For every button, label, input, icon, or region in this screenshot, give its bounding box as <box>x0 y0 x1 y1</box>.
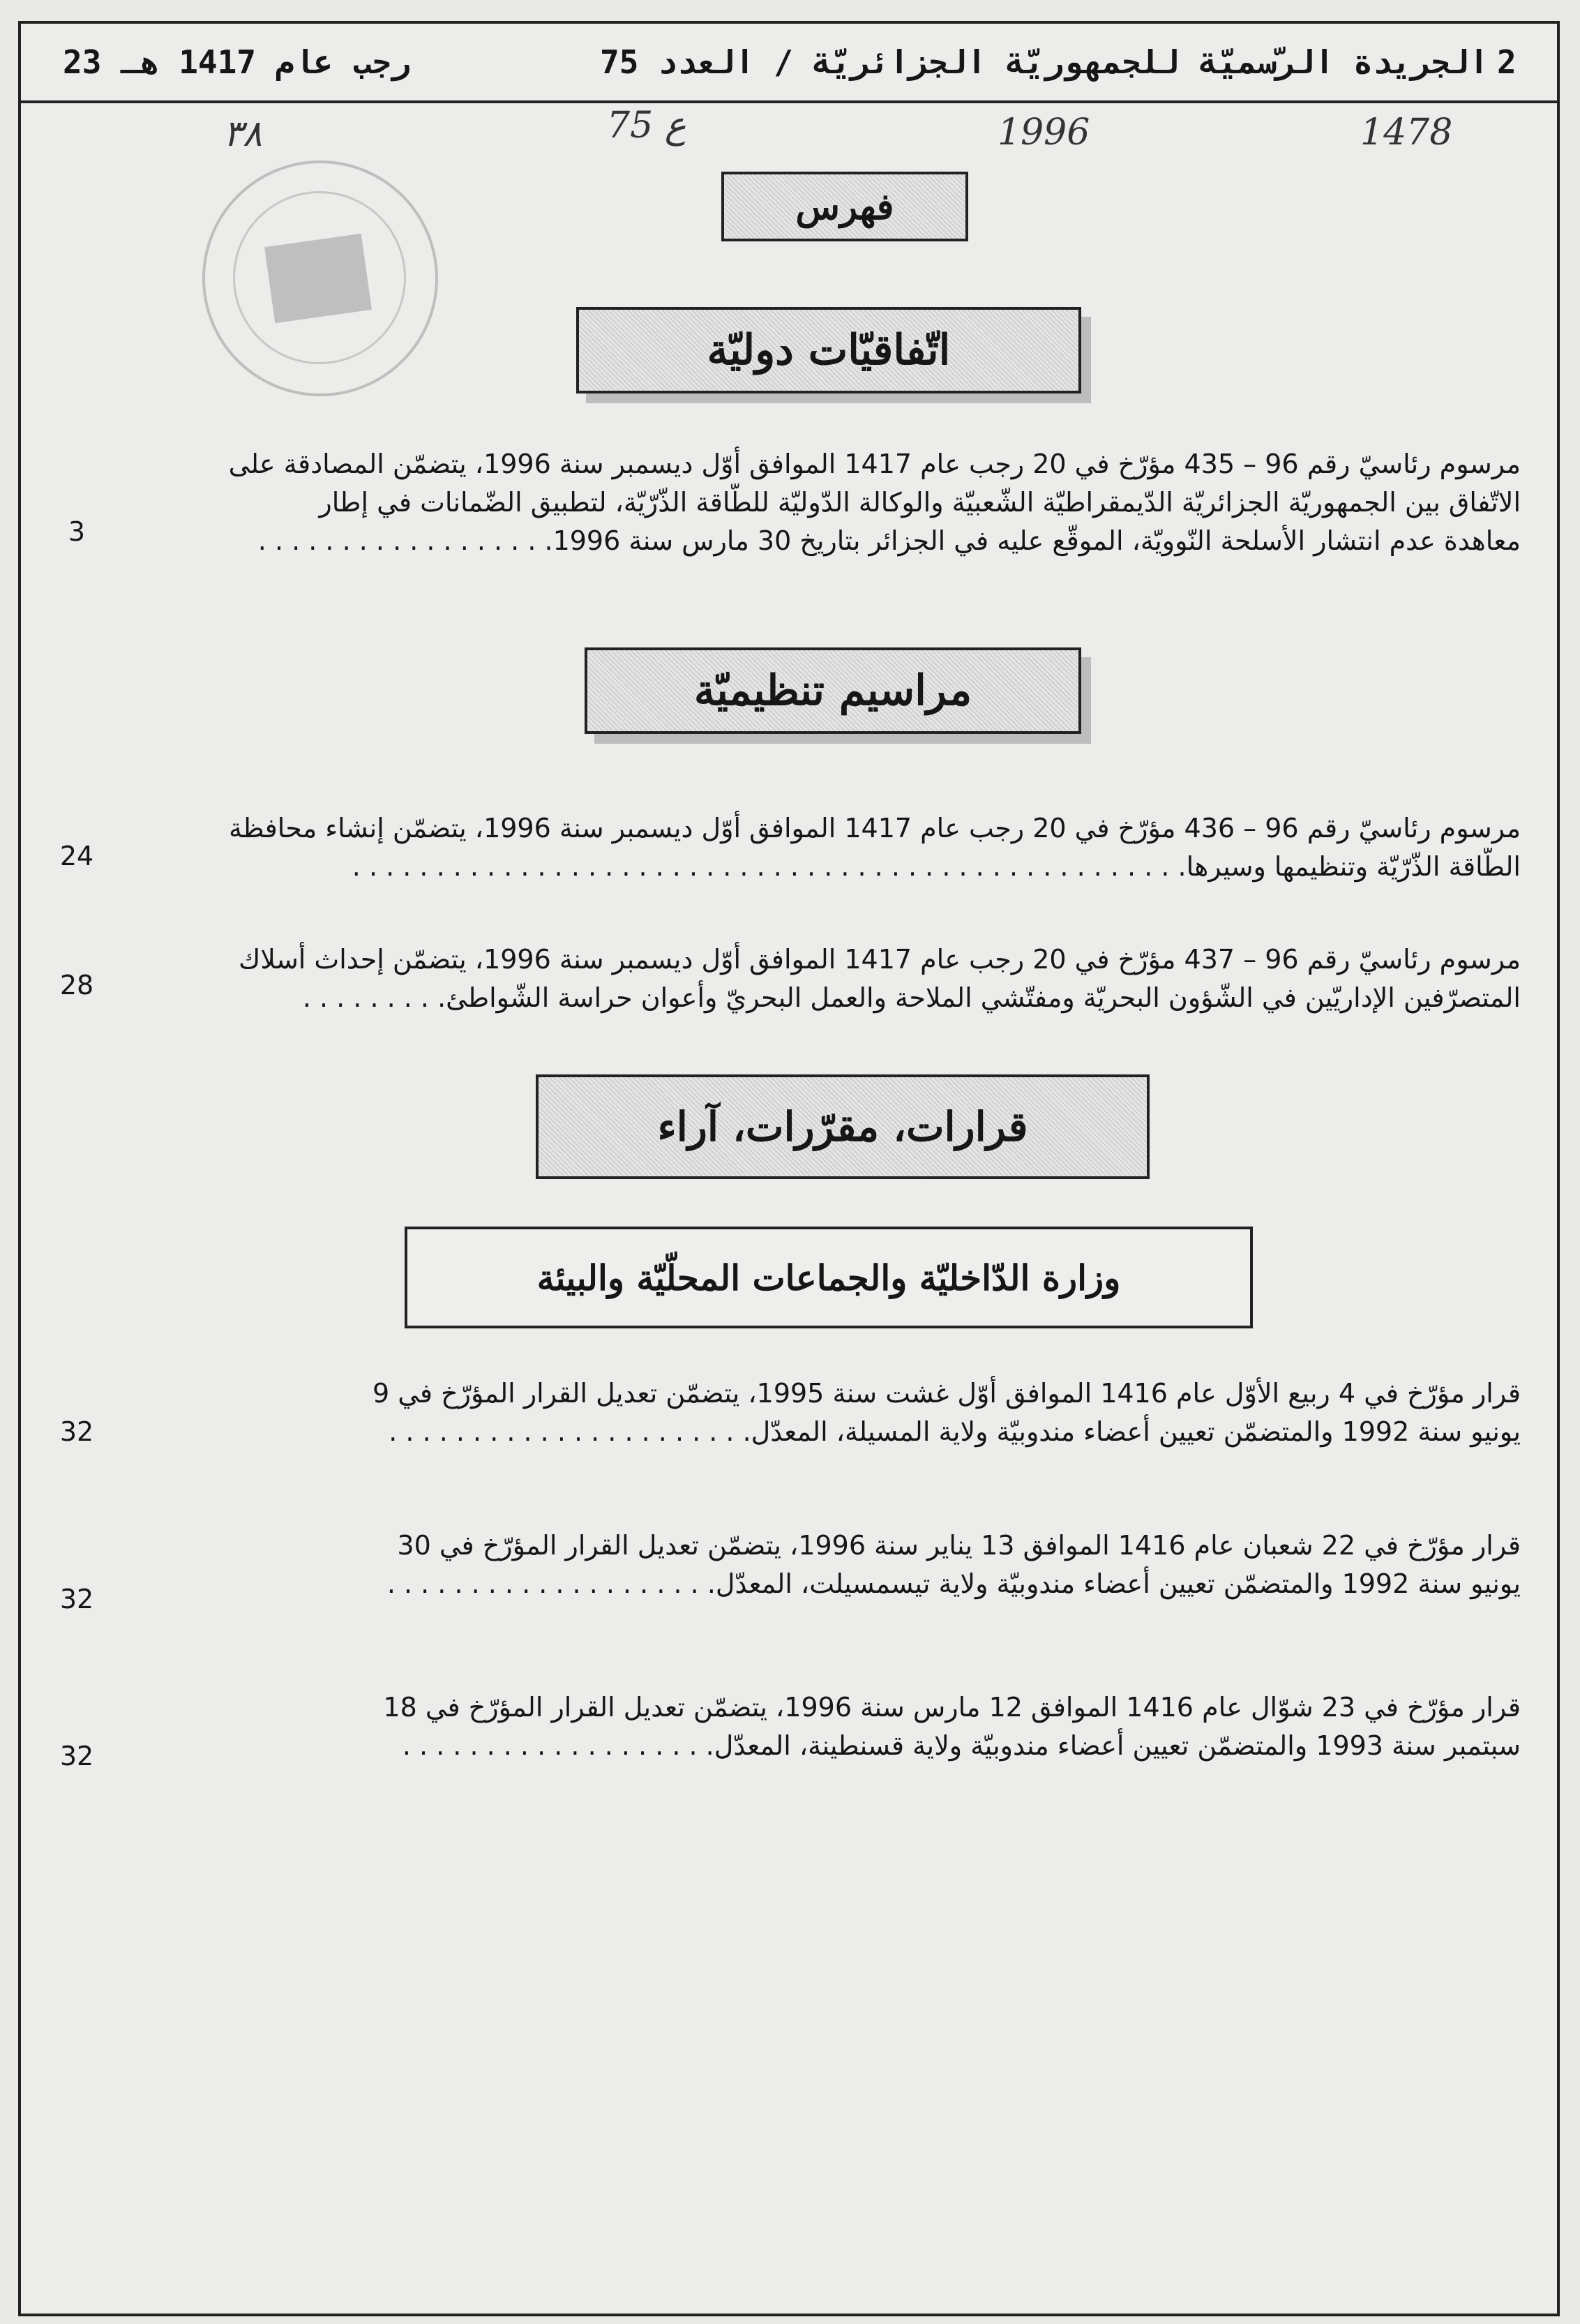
entry-page-number: 3 <box>68 516 86 547</box>
entry-line: قرار مؤرّخ في 4 ربيع الأوّل عام 1416 الموافق أوّل غشت سنة 1995، يتضمّن تعديل القرار المؤرّخ في 9 <box>372 1378 1521 1409</box>
entry-decree-437 <box>153 940 1521 1017</box>
entry-decree-435 <box>153 445 1521 560</box>
stamp-map-emblem <box>264 234 372 323</box>
section-index-heading: فهرس <box>721 172 968 241</box>
entry-page-number: 28 <box>59 970 94 1000</box>
entry-line: معاهدة عدم انتشار الأسلحة النّوويّة، الموقّع عليه في الجزائر بتاريخ 30 مارس سنة 1996. . . . . . . . . . . . . . . . . . <box>257 525 1521 556</box>
entry-page-number: 32 <box>59 1416 94 1447</box>
entry-line: مرسوم رئاسيّ رقم 96 – 436 مؤرّخ في 20 رجب عام 1417 الموافق أوّل ديسمبر سنة 1996، يتضمّن إنشاء محافظة <box>229 813 1521 844</box>
section-ministry-interior: وزارة الدّاخليّة والجماعات المحلّيّة والبيئة <box>405 1227 1253 1328</box>
header-title: الجريدة الرّسميّة للجمهوريّة الجزائريّة / العدد 75 <box>600 43 1489 81</box>
handwritten-issue: ع 75 <box>607 105 686 147</box>
library-stamp <box>202 160 438 396</box>
entry-line: مرسوم رئاسيّ رقم 96 – 435 مؤرّخ في 20 رجب عام 1417 الموافق أوّل ديسمبر سنة 1996، يتضمّن المصادقة على <box>228 449 1521 479</box>
section-intl-agreements: اتّفاقيّات دوليّة <box>576 307 1081 393</box>
entry-line: الاتّفاق بين الجمهوريّة الجزائريّة الدّيمقراطيّة الشّعبيّة والوكالة الدّوليّة للطّاقة الذّرّيّة، لتطبيق الضّمانات في إطار <box>319 487 1521 518</box>
entry-line: الطّاقة الذّرّيّة وتنظيمها وسيرها. . . . . . . . . . . . . . . . . . . . . . . . . . . . . . . . . . . . . . . . . . . . . . . . . . <box>352 851 1521 882</box>
section-decisions: قرارات، مقرّرات، آراء <box>536 1074 1150 1179</box>
entry-decree-436 <box>153 809 1521 886</box>
header-date: 23 رجب عام 1417 هـ <box>63 43 411 81</box>
section-regulatory-decrees: مراسيم تنظيميّة <box>585 647 1081 734</box>
entry-line: قرار مؤرّخ في 23 شوّال عام 1416 الموافق 12 مارس سنة 1996، يتضمّن تعديل القرار المؤرّخ في 18 <box>383 1692 1521 1723</box>
entry-decision-constantine <box>153 1688 1521 1765</box>
handwritten-number: 1478 <box>1360 112 1453 153</box>
handwritten-mark: ٣٨ <box>223 113 262 155</box>
entry-page-number: 24 <box>59 841 94 871</box>
page-header <box>18 21 1560 103</box>
entry-line: قرار مؤرّخ في 22 شعبان عام 1416 الموافق 13 يناير سنة 1996، يتضمّن تعديل القرار المؤرّخ في 30 <box>397 1530 1521 1561</box>
entry-decision-msila <box>153 1374 1521 1451</box>
entry-line: يونيو سنة 1992 والمتضمّن تعيين أعضاء مندوبيّة ولاية تيسمسيلت، المعدّل. . . . . . . . . . . . . . . . . . . . <box>386 1568 1521 1599</box>
entry-line: يونيو سنة 1992 والمتضمّن تعيين أعضاء مندوبيّة ولاية المسيلة، المعدّل. . . . . . . . . . . . . . . . . . . . . . <box>389 1416 1521 1447</box>
entry-page-number: 32 <box>59 1741 94 1771</box>
header-page-number: 2 <box>1497 43 1517 81</box>
entry-line: سبتمبر سنة 1993 والمتضمّن تعيين أعضاء مندوبيّة ولاية قسنطينة، المعدّل. . . . . . . . . . . . . . . . . . . <box>402 1730 1521 1761</box>
entry-line: مرسوم رئاسيّ رقم 96 – 437 مؤرّخ في 20 رجب عام 1417 الموافق أوّل ديسمبر سنة 1996، يتضمّن إحداث أسلاك <box>238 944 1521 975</box>
entry-decision-tissemsilt <box>153 1527 1521 1603</box>
entry-line: المتصرّفين الإداريّين في الشّؤون البحريّة ومفتّشي الملاحة والعمل البحريّ وأعوان حراسة الشّواطئ. . . . . . . . . <box>302 982 1521 1013</box>
handwritten-year: 1996 <box>998 112 1090 153</box>
entry-page-number: 32 <box>59 1584 94 1614</box>
